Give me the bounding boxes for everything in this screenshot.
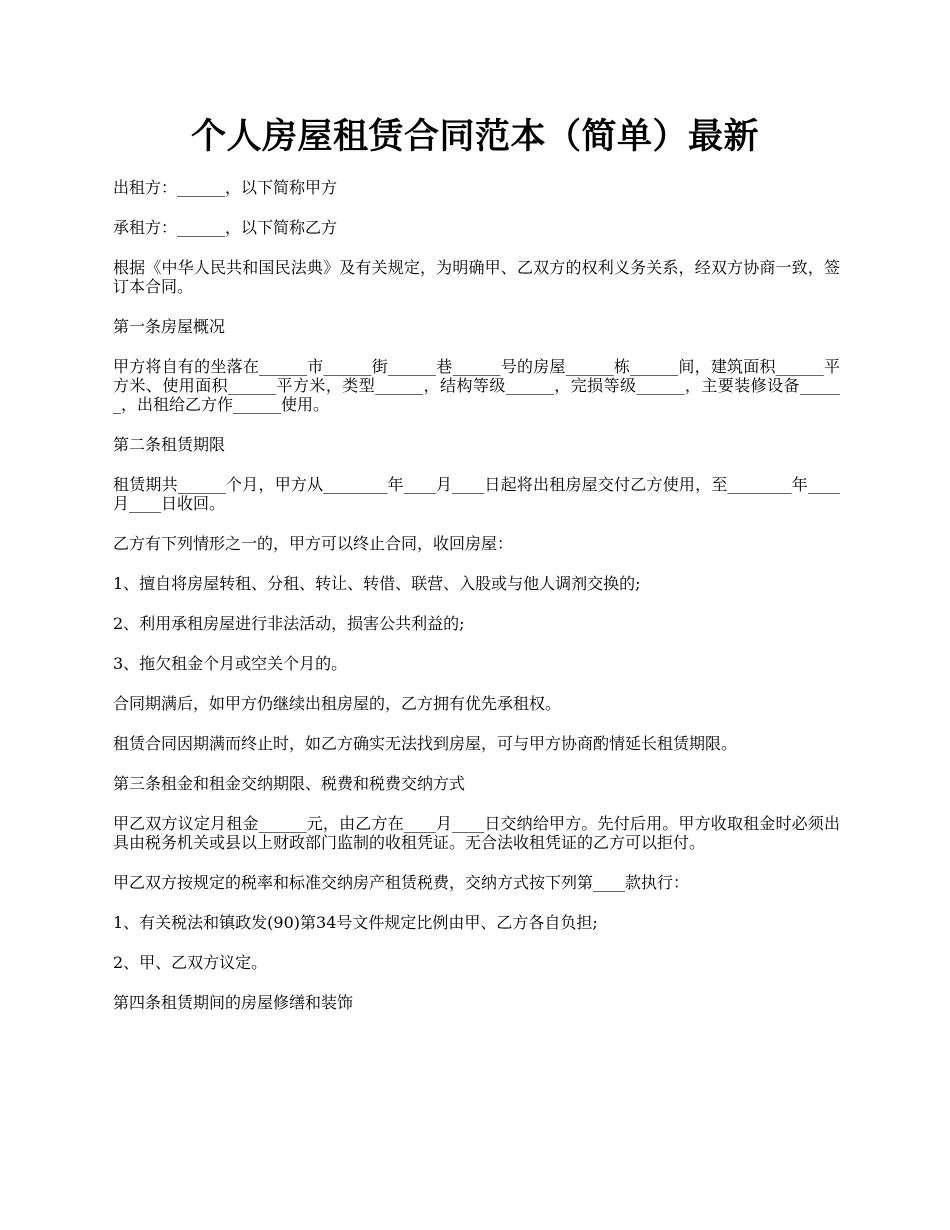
section-heading-4: 第四条租赁期间的房屋修缮和装饰 [113,993,354,1012]
termination-item-3: 3、拖欠租金个月或空关个月的。 [113,654,348,673]
section-2-paragraph: 租赁期共______个月，甲方从________年____月____日起将出租房屋交付乙方使用，至________年____月____日收回。 [113,475,840,513]
section-heading-2: 第二条租赁期限 [113,435,226,454]
preamble-paragraph: 根据《中华人民共和国民法典》及有关规定，为明确甲、乙双方的权利义务关系，经双方协商一致，签订本合同。 [113,258,840,296]
document-body [113,178,840,1033]
section-heading-1: 第一条房屋概况 [113,317,226,336]
document-title: 个人房屋租赁合同范本（简单）最新 [190,116,759,157]
extension-paragraph: 租赁合同因期满而终止时，如乙方确实无法找到房屋，可与甲方协商酌情延长租赁期限。 [113,734,738,753]
termination-intro: 乙方有下列情形之一的，甲方可以终止合同，收回房屋： [113,534,514,553]
tax-item-2: 2、甲、乙双方议定。 [113,953,268,972]
termination-item-1: 1、擅自将房屋转租、分租、转让、转借、联营、入股或与他人调剂交换的; [113,574,641,593]
rent-paragraph: 甲乙双方议定月租金______元，由乙方在____月____日交纳给甲方。先付后用。甲方收取租金时必须出具由税务机关或县以上财政部门监制的收租凭证。无合法收租凭证的乙方可以拒付。 [113,814,840,852]
section-heading-3: 第三条租金和租金交纳期限、税费和税费交纳方式 [113,774,466,793]
termination-item-2: 2、利用承租房屋进行非法活动，损害公共利益的; [113,614,465,633]
section-1-paragraph: 甲方将自有的坐落在______市______街______巷______号的房屋______栋______间，建筑面积______平方米、使用面积______平方米，类型______，结构等级______，完损等级______，主要装修设备______，出租给乙方作______使用。 [113,357,840,414]
tax-item-1: 1、有关税法和镇政发(90)第34号文件规定比例由甲、乙方各自负担; [113,913,598,932]
party-lessor: 出租方：______，以下简称甲方 [113,178,338,197]
tax-paragraph: 甲乙双方按规定的税率和标准交纳房产租赁税费，交纳方式按下列第____款执行： [113,873,690,892]
renewal-paragraph: 合同期满后，如甲方仍继续出租房屋的，乙方拥有优先承租权。 [113,694,562,713]
party-lessee: 承租方：______，以下简称乙方 [113,218,338,237]
